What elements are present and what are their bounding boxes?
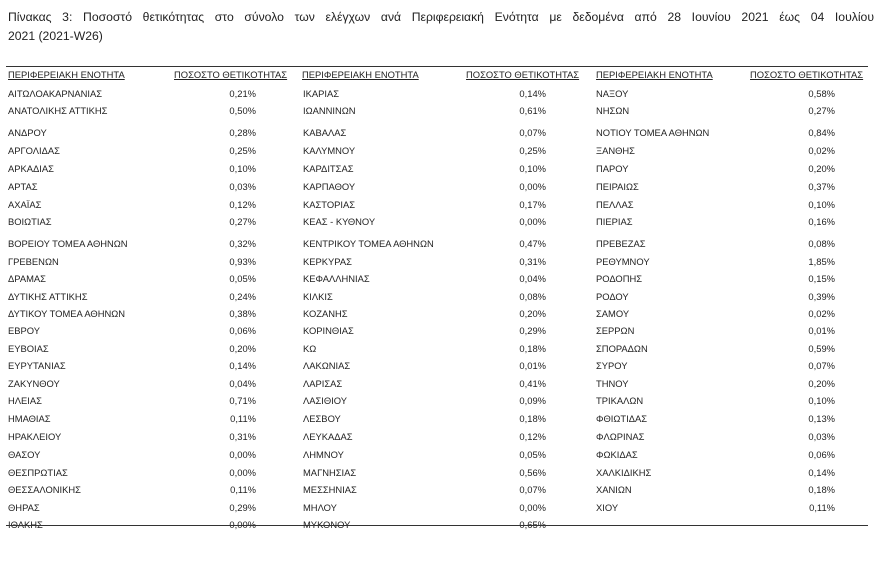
positivity-rate: 0,56% (519, 467, 546, 478)
region-name: ΣΥΡΟΥ (596, 360, 628, 371)
positivity-rate: 0,10% (808, 199, 835, 210)
region-name: ΚΕΡΚΥΡΑΣ (303, 256, 352, 267)
positivity-rate: 0,10% (229, 163, 256, 174)
positivity-rate: 0,47% (519, 238, 546, 249)
region-name: ΑΡΓΟΛΙΔΑΣ (8, 145, 60, 156)
positivity-rate: 0,07% (519, 484, 546, 495)
positivity-rate: 0,31% (229, 431, 256, 442)
positivity-rate: 0,20% (229, 343, 256, 354)
positivity-rate: 0,13% (808, 413, 835, 424)
region-name: ΡΕΘΥΜΝΟΥ (596, 256, 650, 267)
positivity-rate: 0,38% (229, 308, 256, 319)
positivity-rate: 0,28% (229, 127, 256, 138)
positivity-rate: 0,00% (229, 467, 256, 478)
region-name: ΓΡΕΒΕΝΩΝ (8, 256, 59, 267)
region-name: ΦΘΙΩΤΙΔΑΣ (596, 413, 648, 424)
region-name: ΛΑΣΙΘΙΟΥ (303, 395, 348, 406)
positivity-rate: 0,31% (519, 256, 546, 267)
positivity-rate: 0,93% (229, 256, 256, 267)
region-name: ΚΑΒΑΛΑΣ (303, 127, 347, 138)
positivity-rate: 0,41% (519, 378, 546, 389)
region-name: ΙΚΑΡΙΑΣ (303, 88, 340, 99)
positivity-rate: 0,20% (808, 378, 835, 389)
region-name: ΚΩ (303, 343, 317, 354)
column-header-region-3: ΠΕΡΙΦΕΡΕΙΑΚΗ ΕΝΟΤΗΤΑ (596, 69, 713, 80)
region-name: ΘΗΡΑΣ (8, 502, 40, 513)
positivity-rate: 0,06% (229, 325, 256, 336)
positivity-rate: 0,11% (230, 484, 256, 495)
positivity-rate: 0,25% (229, 145, 256, 156)
region-name: ΦΩΚΙΔΑΣ (596, 449, 638, 460)
column-header-rate-3: ΠΟΣΟΣΤΟ ΘΕΤΙΚΟΤΗΤΑΣ (750, 69, 864, 80)
positivity-rate: 0,14% (229, 360, 256, 371)
region-name: ΚΑΡΔΙΤΣΑΣ (303, 163, 354, 174)
positivity-rate: 0,00% (229, 519, 256, 530)
region-name: ΞΑΝΘΗΣ (596, 145, 635, 156)
positivity-rate: 0,29% (229, 502, 256, 513)
region-name: ΜΑΓΝΗΣΙΑΣ (303, 467, 357, 478)
positivity-rate: 0,59% (808, 343, 835, 354)
region-name: ΘΑΣΟΥ (8, 449, 41, 460)
region-name: ΕΥΡΥΤΑΝΙΑΣ (8, 360, 66, 371)
region-name: ΡΟΔΟΥ (596, 291, 629, 302)
region-name: ΘΕΣΣΑΛΟΝΙΚΗΣ (8, 484, 81, 495)
region-name: ΑΙΤΩΛΟΑΚΑΡΝΑΝΙΑΣ (8, 88, 103, 99)
region-name: ΚΑΣΤΟΡΙΑΣ (303, 199, 356, 210)
positivity-rate: 0,15% (808, 273, 835, 284)
column-header-rate-2: ΠΟΣΟΣΤΟ ΘΕΤΙΚΟΤΗΤΑΣ (466, 69, 580, 80)
region-name: ΝΟΤΙΟΥ ΤΟΜΕΑ ΑΘΗΝΩΝ (596, 127, 710, 138)
positivity-rate: 0,84% (808, 127, 835, 138)
region-name: ΛΑΡΙΣΑΣ (303, 378, 343, 389)
positivity-rate: 0,11% (230, 413, 256, 424)
region-name: ΑΧΑΪΑΣ (8, 199, 42, 210)
positivity-rate: 0,65% (519, 519, 546, 530)
positivity-rate: 0,14% (808, 467, 835, 478)
positivity-rate: 0,27% (808, 105, 835, 116)
region-name: ΚΙΛΚΙΣ (303, 291, 333, 302)
region-name: ΠΡΕΒΕΖΑΣ (596, 238, 646, 249)
positivity-rate: 0,10% (808, 395, 835, 406)
table-top-rule (6, 66, 868, 67)
caption-line-1: Πίνακας 3: Ποσοστό θετικότητας στο σύνολο των ελέγχων ανά Περιφερειακή Ενότητα με δεδομένα από 28 Ιουνίου 2021 έως 04 Ιουλίου (8, 10, 874, 24)
positivity-rate: 0,61% (519, 105, 546, 116)
region-name: ΛΕΥΚΑΔΑΣ (303, 431, 353, 442)
positivity-rate: 0,10% (519, 163, 546, 174)
positivity-rate: 0,39% (808, 291, 835, 302)
positivity-rate: 0,18% (519, 343, 546, 354)
positivity-rate: 0,00% (229, 449, 256, 460)
positivity-rate: 0,11% (809, 502, 835, 513)
positivity-rate: 0,06% (808, 449, 835, 460)
region-name: ΛΗΜΝΟΥ (303, 449, 344, 460)
positivity-rate: 0,14% (519, 88, 546, 99)
region-name: ΒΟΡΕΙΟΥ ΤΟΜΕΑ ΑΘΗΝΩΝ (8, 238, 128, 249)
positivity-rate: 0,00% (519, 181, 546, 192)
positivity-rate: 0,21% (229, 88, 256, 99)
positivity-rate: 0,08% (808, 238, 835, 249)
region-name: ΚΕΑΣ - ΚΥΘΝΟΥ (303, 216, 376, 227)
region-name: ΑΡΚΑΔΙΑΣ (8, 163, 54, 174)
positivity-rate: 0,07% (808, 360, 835, 371)
region-name: ΗΜΑΘΙΑΣ (8, 413, 51, 424)
positivity-rate: 0,18% (519, 413, 546, 424)
region-name: ΕΥΒΟΙΑΣ (8, 343, 49, 354)
positivity-rate: 0,03% (229, 181, 256, 192)
positivity-rate: 1,85% (808, 256, 835, 267)
positivity-rate: 0,37% (808, 181, 835, 192)
region-name: ΑΡΤΑΣ (8, 181, 38, 192)
table-bottom-rule (6, 525, 868, 526)
region-name: ΠΑΡΟΥ (596, 163, 629, 174)
region-name: ΣΠΟΡΑΔΩΝ (596, 343, 648, 354)
region-name: ΑΝΑΤΟΛΙΚΗΣ ΑΤΤΙΚΗΣ (8, 105, 108, 116)
region-name: ΒΟΙΩΤΙΑΣ (8, 216, 52, 227)
region-name: ΚΕΝΤΡΙΚΟΥ ΤΟΜΕΑ ΑΘΗΝΩΝ (303, 238, 434, 249)
positivity-rate: 0,02% (808, 145, 835, 156)
positivity-rate: 0,16% (808, 216, 835, 227)
positivity-rate: 0,29% (519, 325, 546, 336)
positivity-rate: 0,71% (229, 395, 256, 406)
region-name: ΣΕΡΡΩΝ (596, 325, 635, 336)
region-name: ΛΑΚΩΝΙΑΣ (303, 360, 351, 371)
region-name: ΕΒΡΟΥ (8, 325, 41, 336)
caption-line-2: 2021 (2021-W26) (8, 29, 103, 43)
positivity-rate: 0,20% (808, 163, 835, 174)
region-name: ΧΙΟΥ (596, 502, 619, 513)
region-name: ΜΗΛΟΥ (303, 502, 337, 513)
region-name: ΗΡΑΚΛΕΙΟΥ (8, 431, 62, 442)
positivity-rate: 0,00% (519, 502, 546, 513)
region-name: ΠΕΛΛΑΣ (596, 199, 634, 210)
positivity-rate: 0,00% (519, 216, 546, 227)
region-name: ΤΗΝΟΥ (596, 378, 629, 389)
region-name: ΦΛΩΡΙΝΑΣ (596, 431, 645, 442)
region-name: ΧΑΝΙΩΝ (596, 484, 632, 495)
region-name: ΝΑΞΟΥ (596, 88, 629, 99)
positivity-rate: 0,58% (808, 88, 835, 99)
column-header-region-2: ΠΕΡΙΦΕΡΕΙΑΚΗ ΕΝΟΤΗΤΑ (302, 69, 419, 80)
positivity-rate: 0,01% (808, 325, 835, 336)
region-name: ΚΑΛΥΜΝΟΥ (303, 145, 356, 156)
table-caption (8, 8, 874, 46)
positivity-rate: 0,09% (519, 395, 546, 406)
region-name: ΣΑΜΟΥ (596, 308, 630, 319)
region-name: ΚΟΖΑΝΗΣ (303, 308, 348, 319)
region-name: ΗΛΕΙΑΣ (8, 395, 42, 406)
region-name: ΠΕΙΡΑΙΩΣ (596, 181, 639, 192)
region-name: ΧΑΛΚΙΔΙΚΗΣ (596, 467, 652, 478)
region-name: ΝΗΣΩΝ (596, 105, 630, 116)
region-name: ΔΥΤΙΚΗΣ ΑΤΤΙΚΗΣ (8, 291, 88, 302)
positivity-rate: 0,27% (229, 216, 256, 227)
region-name: ΘΕΣΠΡΩΤΙΑΣ (8, 467, 68, 478)
positivity-rate: 0,02% (808, 308, 835, 319)
positivity-rate: 0,04% (229, 378, 256, 389)
region-name: ΤΡΙΚΑΛΩΝ (596, 395, 644, 406)
region-name: ΚΑΡΠΑΘΟΥ (303, 181, 356, 192)
positivity-rate: 0,05% (519, 449, 546, 460)
region-name: ΚΕΦΑΛΛΗΝΙΑΣ (303, 273, 370, 284)
column-header-rate-1: ΠΟΣΟΣΤΟ ΘΕΤΙΚΟΤΗΤΑΣ (174, 69, 288, 80)
region-name: ΙΘΑΚΗΣ (8, 519, 43, 530)
positivity-rate: 0,12% (229, 199, 256, 210)
positivity-rate: 0,50% (229, 105, 256, 116)
region-name: ΚΟΡΙΝΘΙΑΣ (303, 325, 354, 336)
positivity-rate: 0,18% (808, 484, 835, 495)
positivity-rate: 0,25% (519, 145, 546, 156)
region-name: ΠΙΕΡΙΑΣ (596, 216, 633, 227)
region-name: ΙΩΑΝΝΙΝΩΝ (303, 105, 356, 116)
region-name: ΜΥΚΟΝΟΥ (303, 519, 351, 530)
positivity-rate: 0,17% (519, 199, 546, 210)
positivity-rate: 0,12% (519, 431, 546, 442)
region-name: ΑΝΔΡΟΥ (8, 127, 47, 138)
region-name: ΡΟΔΟΠΗΣ (596, 273, 643, 284)
column-header-region-1: ΠΕΡΙΦΕΡΕΙΑΚΗ ΕΝΟΤΗΤΑ (8, 69, 125, 80)
positivity-rate: 0,05% (229, 273, 256, 284)
positivity-rate: 0,24% (229, 291, 256, 302)
region-name: ΖΑΚΥΝΘΟΥ (8, 378, 60, 389)
positivity-rate: 0,20% (519, 308, 546, 319)
region-name: ΔΡΑΜΑΣ (8, 273, 46, 284)
region-name: ΛΕΣΒΟΥ (303, 413, 341, 424)
positivity-rate: 0,03% (808, 431, 835, 442)
positivity-rate: 0,04% (519, 273, 546, 284)
region-name: ΜΕΣΣΗΝΙΑΣ (303, 484, 357, 495)
positivity-rate: 0,32% (229, 238, 256, 249)
positivity-rate: 0,07% (519, 127, 546, 138)
positivity-rate: 0,01% (519, 360, 546, 371)
positivity-rate: 0,08% (519, 291, 546, 302)
region-name: ΔΥΤΙΚΟΥ ΤΟΜΕΑ ΑΘΗΝΩΝ (8, 308, 126, 319)
